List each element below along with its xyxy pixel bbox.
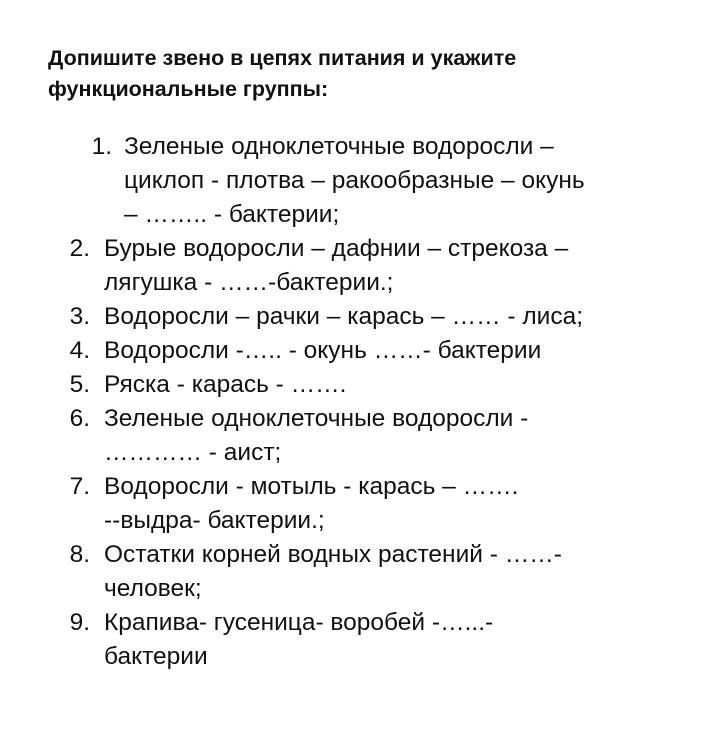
item-line: ………… - аист;: [104, 439, 282, 466]
list-item: [0, 538, 704, 606]
food-chain-list: [0, 130, 704, 674]
item-number: 8.: [69, 541, 90, 568]
item-number: 7.: [69, 473, 90, 500]
item-number: 6.: [69, 405, 90, 432]
item-line: Бурые водоросли – дафнии – стрекоза –: [104, 235, 569, 262]
item-text: [124, 130, 644, 232]
item-line: Водоросли -….. - окунь ……- бактерии: [104, 337, 542, 364]
item-text: [104, 334, 664, 368]
item-text: [104, 300, 664, 334]
item-text: [104, 368, 664, 402]
list-item: [0, 606, 704, 674]
list-item: [0, 300, 704, 334]
item-number: 3.: [69, 303, 90, 330]
item-line: Зеленые одноклеточные водоросли -: [104, 405, 529, 432]
item-text: [104, 470, 664, 538]
item-line: Крапива- гусеница- воробей -…...-: [104, 609, 494, 636]
task-heading: [48, 43, 668, 105]
item-number: 2.: [69, 235, 90, 262]
heading-line-2: функциональные группы:: [48, 77, 329, 101]
list-item: [0, 232, 704, 300]
item-line: – …….. - бактерии;: [124, 201, 340, 228]
item-line: бактерии: [104, 643, 208, 670]
item-line: человек;: [104, 575, 202, 602]
list-item: [0, 334, 704, 368]
item-line: Остатки корней водных растений - ……-: [104, 541, 562, 568]
item-text: [104, 402, 664, 470]
item-line: Ряска - карась - …….: [104, 371, 347, 398]
item-number: 5.: [69, 371, 90, 398]
item-number: 4.: [69, 337, 90, 364]
list-item: [0, 368, 704, 402]
item-line: лягушка - ……-бактерии.;: [104, 269, 394, 296]
item-line: --выдра- бактерии.;: [104, 507, 325, 534]
list-item: [0, 470, 704, 538]
item-line: Зеленые одноклеточные водоросли –: [124, 133, 554, 160]
list-item: [0, 402, 704, 470]
item-text: [104, 232, 664, 300]
item-text: [104, 606, 664, 674]
item-line: Водоросли – рачки – карась – …… - лиса;: [104, 303, 584, 330]
heading-line-1: Допишите звено в цепях питания и укажите: [48, 46, 517, 70]
item-number: 1.: [91, 133, 112, 160]
item-number: 9.: [69, 609, 90, 636]
list-item: [0, 130, 704, 232]
item-line: циклоп - плотва – ракообразные – окунь: [124, 167, 585, 194]
item-line: Водоросли - мотыль - карась – …….: [104, 473, 519, 500]
item-text: [104, 538, 664, 606]
